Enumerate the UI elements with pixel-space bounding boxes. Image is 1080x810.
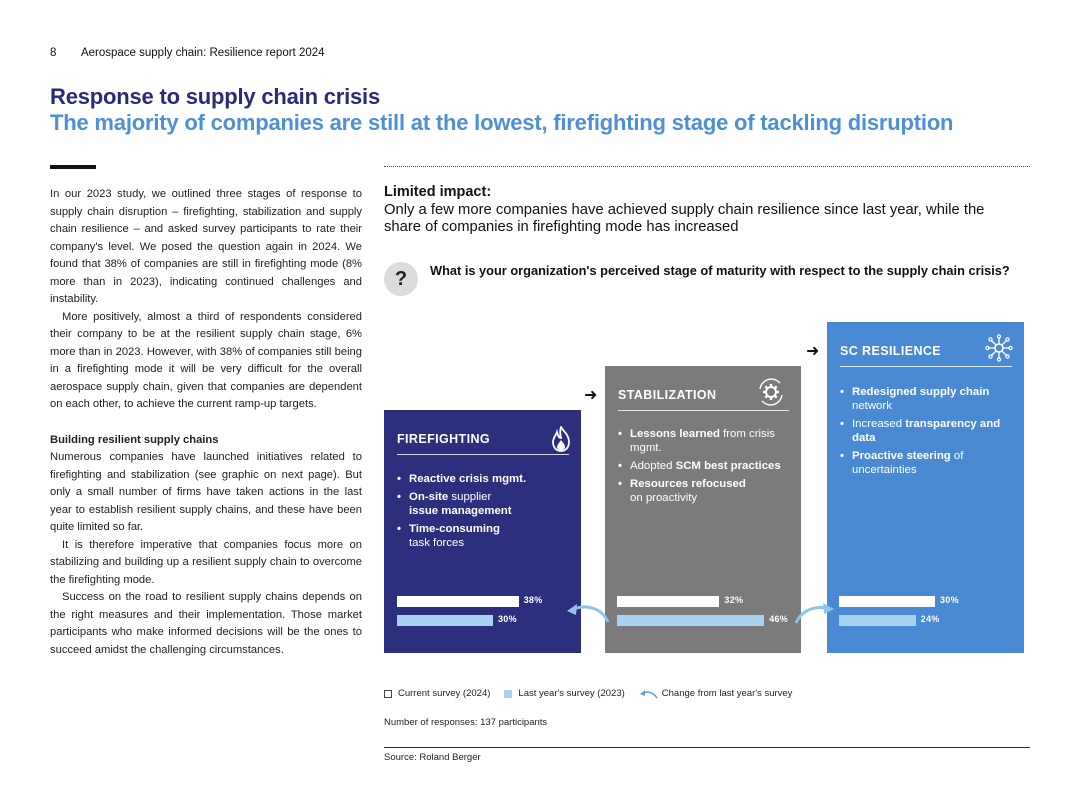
bar-current-label: 32% [724,595,744,605]
page-number: 8 [50,47,57,59]
stage-stabilization [605,366,801,653]
responses-note: Number of responses: 137 participants [384,717,548,728]
bar-last-label: 30% [498,614,517,624]
limited-impact-text: Only a few more companies have achieved supply chain resilience since last year, while the share of companies in firefighting mode has increased [384,202,985,235]
source-note: Source: Roland Berger [384,752,481,763]
list-item: • Adopted SCM best practices [618,459,791,473]
bar-current-label: 38% [523,595,543,605]
page-subtitle: The majority of companies are still at the lowest, firefighting stage of tackling disruption [50,110,954,135]
title-rule [50,165,96,169]
paragraph: More positively, almost a third of respondents considered their company to be at the resilient supply chain stage, 6% more than in 2023. However, with 38% of companies still being in a firefighting mode it will be very difficult for the overall aerospace supply chain, given that companies are dependent on each other, to achieve the current ramp-up targets. [50,310,362,410]
legend-item-last: Last year's survey (2023) [504,688,624,699]
gear-cycle-icon [755,376,787,408]
page-header [50,47,325,59]
page-title: Response to supply chain crisis [50,84,381,109]
network-icon [985,334,1013,362]
source-divider [384,747,1030,748]
dotted-divider [384,166,1030,167]
list-item: • Proactive steering of uncertainties [840,449,1014,477]
stage-title: FIREFIGHTING [397,432,490,446]
limited-impact-heading: Limited impact: [384,184,492,200]
report-title: Aerospace supply chain: Resilience report 2024 [80,47,325,59]
stage-resilience [827,322,1024,653]
bar-current-label: 30% [940,595,959,605]
stage-divider [840,366,1012,367]
change-arrow-icon [793,601,839,627]
legend-item-change: Change from last year's survey [639,688,793,699]
arrow-right-icon: ➜ [584,387,598,404]
bar-last [397,615,493,626]
legend-swatch [504,690,512,698]
list-item: • Time-consuming task forces [397,522,571,550]
paragraph: Success on the road to resilient supply chains depends on the right measures and their implementation. Those market participants who make informed decisions will be the ones to succeed amidst the challenging circumstances. [50,591,362,656]
bar-current [397,596,519,607]
stage-divider [618,410,789,411]
paragraph: It is therefore imperative that companies focus more on stabilizing and building up a resilient supply chain to overcome the firefighting mode. [50,538,362,586]
list-item: • Reactive crisis mgmt. [397,472,571,486]
stage-title: STABILIZATION [618,388,717,402]
bar-last [617,615,764,626]
stage-title: SC RESILIENCE [840,344,942,358]
legend-item-current: Current survey (2024) [384,688,490,699]
paragraph: Numerous companies have launched initiatives related to firefighting and stabilization (see graphic on next page). But only a small number of firms have taken actions in the last year to establish resilient supply chains, and these have been quite limited so far. [50,451,362,533]
bar-last-label: 46% [769,614,789,624]
change-arrow-icon [639,689,659,699]
bar-current [839,596,935,607]
stage-bullets [840,385,1014,481]
bar-last [839,615,916,626]
bar-current [617,596,719,607]
stage-divider [397,454,569,455]
change-arrow-icon [562,600,612,626]
bar-last-label: 24% [920,614,940,624]
list-item: • Resources refocused on proactivity [618,477,791,505]
flame-icon [550,426,572,452]
list-item: • Increased transparency and data [840,417,1014,445]
list-item: • On-site supplier issue management [397,490,571,518]
stage-bullets [397,472,571,554]
chart-legend [384,688,806,699]
list-item: • Redesigned supply chain network [840,385,1014,413]
legend-swatch [384,690,392,698]
body-text [50,186,362,659]
list-item: • Lessons learned from crisis mgmt. [618,427,791,455]
subheading: Building resilient supply chains [50,433,219,446]
survey-question: What is your organization's perceived stage of maturity with respect to the supply chain crisis? [430,263,1010,278]
stage-firefighting [384,410,581,653]
question-mark-icon: ? [384,262,418,296]
stage-bullets [618,427,791,509]
paragraph: In our 2023 study, we outlined three stages of response to supply chain disruption – firefighting, stabilization and supply chain resilience – and asked survey participants to rate their company's level. We posed the question again in 2024. We found that 38% of companies are still in firefighting mode (8% more than in 2023), indicating continued challenges and instability. [50,188,362,305]
arrow-right-icon: ➜ [806,343,820,360]
